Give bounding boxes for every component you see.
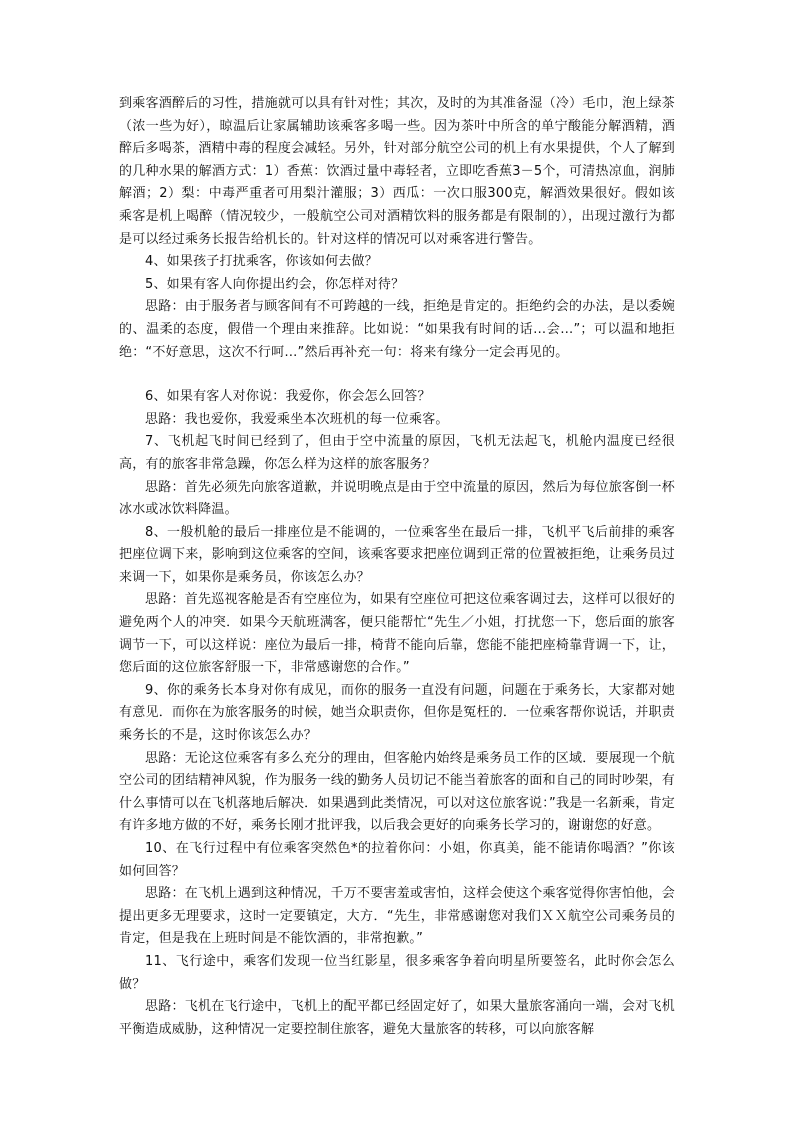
answer-11: 思路：飞机在飞行途中，飞机上的配平都已经固定好了，如果大量旅客涌向一端，会对飞机平衡造成威胁，这种情况一定要控制住旅客，避免大量旅客的转移，可以向旅客解 [119, 999, 675, 1037]
document-body [119, 93, 675, 1041]
question-9: 9、你的乘务长本身对你有成见，而你的服务一直没有问题，问题在于乘务长，大家都对她有意见．而你在为旅客服务的时候，她当众职责你，但你是冤枉的．一位乘客帮你说话，并职责乘务长的不是，这时你该怎么办？ [119, 682, 675, 744]
question-10: 10、在飞行过程中有位乘客突然色*的拉着你问：小姐，你真美，能不能请你喝酒？”你该如何回答？ [119, 841, 675, 879]
paragraph-gap [119, 364, 675, 386]
answer-5: 思路：由于服务者与顾客间有不可跨越的一线，拒绝是肯定的。拒绝约会的办法，是以委婉的、温柔的态度，假借一个理由来推辞。比如说：“如果我有时间的话…会…”；可以温和地拒绝：“不好意思，这次不行呵…”然后再补充一句：将来有缘分一定会再见的。 [119, 299, 675, 360]
answer-8: 思路：首先巡视客舱是否有空座位为，如果有空座位可把这位乘客调过去，这样可以很好的避免两个人的冲突．如果今天航班满客，便只能帮忙“先生／小姐，打扰您一下，您后面的旅客调节一下，可以这样说：座位为最后一排，椅背不能向后靠，您能不能把座椅靠背调一下，让，您后面的这位旅客舒服一下，非常感谢您的合作。” [119, 592, 675, 676]
question-7: 7、飞机起飞时间已经到了，但由于空中流量的原因，飞机无法起飞，机舱内温度已经很高，有的旅客非常急躁，你怎么样为这样的旅客服务？ [119, 434, 675, 472]
question-8: 8、一般机舱的最后一排座位是不能调的，一位乘客坐在最后一排，飞机平飞后前排的乘客把座位调下来，影响到这位乘客的空间，该乘客要求把座位调到正常的位置被拒绝，让乘务员过来调一下，如果你是乘务员，你该怎么办？ [119, 524, 675, 585]
answer-9: 思路：无论这位乘客有多么充分的理由，但客舱内始终是乘务员工作的区域．要展现一个航空公司的团结精神风貌，作为服务一线的勤务人员切记不能当着旅客的面和自己的同时吵架，有什么事情可以在飞机落地后解决．如果遇到此类情况，可以对这位旅客说：”我是一名新乘，肯定有许多地方做的不好，乘务长刚才批评我，以后我会更好的向乘务长学习的，谢谢您的好意。 [119, 750, 675, 834]
question-5: 5、如果有客人向你提出约会，你怎样对待？ [145, 276, 405, 292]
answer-7: 思路：首先必须先向旅客道歉，并说明晚点是由于空中流量的原因，然后为每位旅客倒一杯冰水或冰饮料降温。 [119, 479, 675, 518]
answer-6: 思路：我也爱你，我爱乘坐本次班机的每一位乘客。 [145, 411, 449, 427]
answer-10: 思路：在飞机上遇到这种情况，千万不要害羞或害怕，这样会使这个乘客觉得你害怕他，会提出更多无理要求，这时一定要镇定，大方．“先生，非常感谢您对我们ＸＸ航空公司乘务员的肯定，但是我在上班时间是不能饮酒的，非常抱歉。” [119, 886, 675, 947]
question-6: 6、如果有客人对你说：我爱你，你会怎么回答？ [145, 389, 431, 405]
question-4: 4、如果孩子打扰乘客，你该如何去做？ [145, 254, 378, 270]
question-11: 11、飞行途中，乘客们发现一位当红影星，很多乘客争着向明星所要签名，此时你会怎么做？ [119, 953, 675, 992]
paragraph-continuation: 到乘客酒醉后的习性，措施就可以具有针对性；其次，及时的为其准备湿（冷）毛巾，泡上绿茶（浓一些为好），晾温后让家属辅助该乘客多喝一些。因为茶叶中所含的单宁酸能分解酒精，酒醉后多喝茶，酒精中毒的程度会减轻。另外，针对部分航空公司的机上有水果提供，个人了解到的几种水果的解酒方式：1）香蕉：饮酒过量中毒轻者，立即吃香蕉3－5个，可清热凉血，润肺解酒；2）梨：中毒严重者可用梨汁灌服；3）西瓜：一次口服300克，解酒效果很好。假如该乘客是机上喝醉（情况较少，一般航空公司对酒精饮料的服务都是有限制的），出现过激行为都是可以经过乘务长报告给机长的。针对这样的情况可以对乘客进行警告。 [119, 96, 675, 247]
